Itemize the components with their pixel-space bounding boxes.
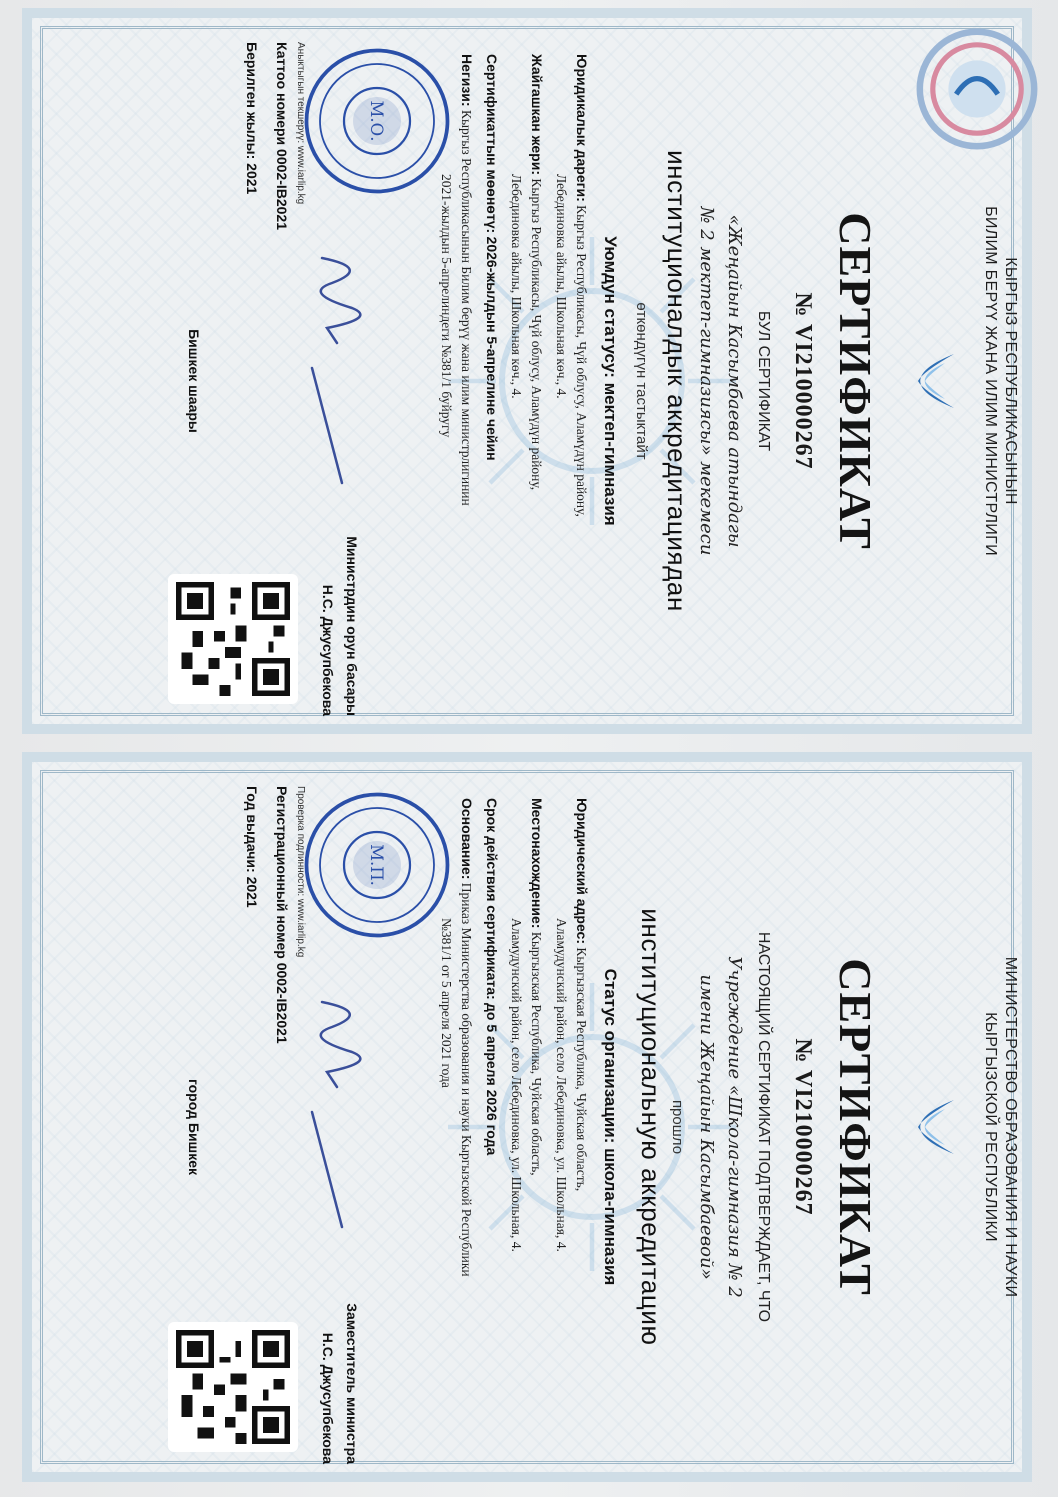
emblem-icon [912,24,1042,154]
passed-text: өткөндүгүн тастыктайт [633,302,650,460]
validity-term: Сертификаттын мөөнөтү: 2026-жылдын 5-апрелине чейин [484,54,500,461]
status-line: Статус организации: школа-гимназия [601,968,620,1286]
validity-term: Срок действия сертификата: до 5 апреля 2026 года [484,798,500,1156]
location: Жайгашкан жери: Кыргыз Республикасы, Чүй облусу, Аламүдүн району, Лебединовка айылы, Школьная көч., 4. [509,54,545,491]
official-seal-icon [302,46,452,196]
ministry-logo-icon [882,336,972,426]
basis: Негизи: Кыргыз Республикасынын Билим берүү жана илим министрлигинин 2021-жылдын 5-апрелиндеги №381/1 буйругу [439,54,475,506]
details-block [432,54,592,714]
certificate-russian [22,752,1032,1482]
signature-icon [292,248,382,488]
verify-link: Проверка подлинности: www.iarlip.kg [295,786,306,958]
accreditation-type: институционалдык аккредитациядан [662,150,692,612]
accreditation-type: институциональную аккредитацию [636,908,666,1346]
issue-year: Берилген жылы: 2021 [244,42,260,195]
signer-name: Н.С. Джусупбекова [320,584,336,716]
legal-address: Юридический адрес: Кыргызская Республика, Чуйская область, Аламудунский район, село Лебединовка, ул. Школьная, 4. [554,798,590,1252]
svg-text:М.П.: М.П. [367,844,386,886]
official-seal-icon [302,790,452,940]
details-block [432,798,592,1462]
intro-text: НАСТОЯЩИЙ СЕРТИФИКАТ ПОДТВЕРЖДАЕТ, ЧТО [755,931,772,1323]
institution-name: «Жеңайын Касымбаева атындагы № 2 мектеп-гимназиясы» мекемеси [696,206,745,556]
certificate-title: СЕРТИФИКАТ [830,212,881,550]
signer-title: Министрдин орун басары [344,536,360,716]
verify-link: Аныктыгын текшерүү: www.iarlip.kg [295,42,306,205]
registration-number: Регистрационный номер 0002-IB2021 [274,786,290,1044]
ministry-header: МИНИСТЕРСТВО ОБРАЗОВАНИЯ И НАУКИ КЫРГЫЗСКОЙ РЕСПУБЛИКИ [982,956,1019,1298]
issue-city: город Бишкек [186,1078,202,1176]
certificate-number: № VI210000267 [790,292,816,470]
passed-text: прошло [669,1099,686,1155]
signer-name: Н.С. Джусупбекова [320,1332,336,1464]
signer-title: Заместитель министра [344,1303,360,1464]
ministry-header: КЫРГЫЗ РЕСПУБЛИКАСЫНЫН БИЛИМ БЕРҮҮ ЖАНА ИЛИМ МИНИСТРЛИГИ [982,206,1019,556]
ministry-logo-icon [882,1082,972,1172]
intro-text: БУЛ СЕРТИФИКАТ [755,310,772,452]
issue-year: Год выдачи: 2021 [244,786,260,908]
certificate-kyrgyz [22,8,1032,734]
registration-number: Каттоо номери 0002-IB2021 [274,42,290,230]
certificate-title: СЕРТИФИКАТ [830,958,881,1296]
status-line: Уюмдун статусу: мектеп-гимназия [601,236,620,526]
svg-text:М.О.: М.О. [367,100,386,142]
location: Местонахождение: Кыргызская Республика, Чуйская область, Аламудунский район, село Лебединовка, ул. Школьная, 4. [509,798,545,1252]
issue-city: Бишкек шаары [186,329,202,433]
legal-address: Юридикалык дареги: Кыргыз Республикасы, Чүй облусу, Аламүдүн району, Лебединовка айылы, Школьная көч., 4. [554,54,590,517]
basis: Основание: Приказ Министерства образования и науки Кыргызской Республики №381/1 от 5 апреля 2021 года [439,798,475,1277]
signature-icon [292,992,382,1232]
certificate-number: № VI210000267 [790,1038,816,1216]
institution-name: Учреждение «Школа-гимназия № 2 имени Жеңайын Касымбаевой» [696,956,745,1298]
